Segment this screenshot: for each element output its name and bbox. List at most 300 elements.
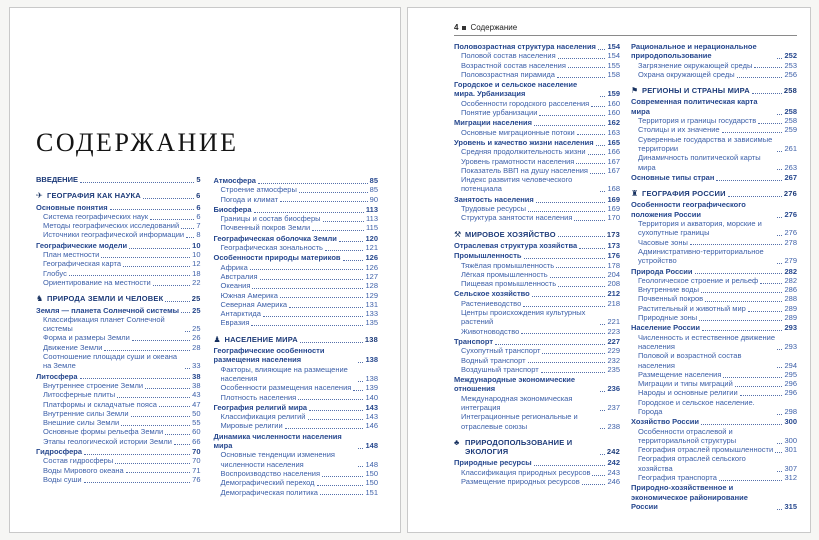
toc-entry-page: 173 [606,229,620,239]
toc-entry-label: Хозяйство России [631,417,699,427]
toc-entry [36,372,201,381]
dot-leader [579,248,605,249]
dot-leader [323,221,365,222]
dot-leader [777,509,782,510]
toc-entry-page: 295 [784,369,797,379]
toc-entry [631,267,797,276]
toc-entry [454,204,620,213]
toc-entry-page: 6 [196,211,201,221]
toc-entry-label: Мировые религии [220,421,283,431]
toc-entry-page: 121 [365,243,378,253]
toc-entry [36,203,201,212]
toc-entry [214,403,379,412]
toc-entry [214,263,379,272]
dot-leader [735,386,783,387]
dot-leader [740,395,783,396]
toc-entry-page: 60 [192,427,201,437]
toc-entry [631,398,797,417]
toc-entry [214,243,379,252]
dot-leader [251,325,363,326]
tree-icon: ♣ [454,437,460,447]
toc-entry-label: Показатель ВВП на душу населения [461,165,588,175]
toc-entry-label: ГЕОГРАФИЯ КАК НАУКА [47,191,141,201]
toc-entry-page: 289 [784,303,797,313]
toc-entry-label: Классификация природных ресурсов [461,467,591,477]
toc-entry-label: Население России [631,323,701,333]
toc-entry [454,70,620,79]
toc-entry-page: 208 [607,279,620,289]
toc-entry [454,118,620,127]
dot-leader [600,454,605,455]
toc-entry [454,458,620,467]
dot-leader [69,275,190,276]
toc-entry [631,97,797,116]
dot-leader [722,132,783,133]
toc-entry-page: 150 [365,478,378,488]
toc-entry-label: Трудовые ресурсы [461,204,526,214]
toc-entry-label: Строение атмосферы [220,185,297,195]
toc-entry-page: 148 [365,441,378,451]
toc-entry-label: Географические модели [36,240,128,250]
toc-entry-page: 85 [369,176,378,185]
toc-entry-page: 135 [365,318,378,328]
dot-leader [299,192,368,193]
dot-leader [495,344,605,345]
toc-entry-page: 113 [365,204,378,214]
right-page [407,7,811,533]
toc-entry-page: 43 [192,390,201,400]
toc-entry-label: Городское и сельское население мира. Урбанизация [454,80,578,99]
dot-leader [600,324,605,325]
toc-entry-page: 312 [784,473,797,483]
toc-entry-page: 258 [783,86,797,96]
toc-entry [36,333,201,342]
toc-entry-label: Миграции и типы миграций [638,379,733,389]
toc-entry-label: ГЕОГРАФИЯ РОССИИ [642,189,726,199]
toc-entry-page: 18 [192,268,201,278]
toc-entry [214,185,379,194]
toc-entry-label: Особенности географического положения России [631,200,746,219]
toc-entry [631,247,797,266]
toc-entry-label: Международные экономические отношения [454,375,576,394]
toc-entry [454,438,620,457]
toc-entry-page: 126 [365,262,378,272]
dot-leader [558,58,606,59]
toc-entry-page: 7 [196,221,201,231]
contents-title: СОДЕРЖАНИЕ [36,128,239,157]
toc-entry-label: География отраслей сельского хозяйства [638,454,746,473]
toc-entry-page: 128 [365,281,378,291]
toc-entry-label: Средняя продолжительность жизни [461,147,586,157]
dot-leader [728,196,782,197]
toc-entry-page: 258 [784,106,797,116]
toc-entry-label: Ориентирование на местности [43,277,151,287]
toc-entry-label: Антарктида [220,309,261,319]
toc-entry-page: 25 [191,294,201,304]
toc-entry [36,418,201,427]
toc-entry-page: 221 [607,317,620,327]
toc-entry-label: Демографический переход [220,478,315,488]
toc-entry-page: 276 [783,189,797,199]
toc-entry [36,427,201,436]
dot-leader [534,465,606,466]
dot-leader [129,248,190,249]
dot-leader [150,219,194,220]
toc-entry [631,285,797,294]
toc-entry [631,86,797,95]
toc-entry-label: Отраслевая структура хозяйства [454,240,578,250]
toc-entry [36,352,201,371]
toc-entry [454,108,620,117]
dot-leader [758,123,782,124]
toc-entry-page: 115 [366,223,378,233]
toc-entry [454,230,620,239]
dot-leader [110,209,195,210]
dot-leader [80,378,191,379]
toc-entry-page: 151 [365,487,378,497]
toc-entry-page: 288 [784,294,797,304]
toc-entry-label: Форма и размеры Земли [43,333,130,343]
toc-entry-label: Внешние силы Земли [43,418,120,428]
toc-entry [631,116,797,125]
toc-entry-label: Система географических наук [43,211,149,221]
dot-leader [104,350,190,351]
right-page-columns [454,41,797,511]
dot-leader [574,220,605,221]
toc-entry-label: Часовые зоны [638,237,688,247]
toc-entry-page: 160 [607,108,620,118]
toc-entry-label: Центры происхождения культурных растений [461,308,586,327]
dot-leader [558,236,605,237]
toc-entry [631,70,797,79]
toc-entry-page: 6 [196,191,201,201]
toc-entry-page: 253 [784,60,797,70]
toc-entry-label: Суверенные государства и зависимые территории [638,134,773,153]
toc-entry [631,323,797,332]
toc-entry [36,191,201,200]
dot-leader [322,476,363,477]
toc-entry-page: 293 [784,323,797,333]
toc-entry [214,176,379,185]
toc-entry-label: Географическая зональность [220,243,323,253]
toc-entry [36,294,201,303]
toc-entry-page: 282 [784,275,797,285]
toc-entry-page: 154 [607,42,620,51]
toc-entry-label: Динамика численности населения мира [213,431,342,451]
dot-leader [600,191,605,192]
dot-leader [592,475,605,476]
toc-entry-page: 298 [784,406,797,416]
toc-entry [36,466,201,475]
toc-entry-page: 307 [784,463,797,473]
toc-entry [631,189,797,198]
toc-entry [631,153,797,172]
dot-leader [760,283,782,284]
dot-leader [737,77,783,78]
dot-leader [358,448,363,449]
toc-entry [631,313,797,322]
running-head [454,23,797,32]
dot-leader [775,452,782,453]
toc-column-3 [454,41,620,511]
dot-leader [777,151,782,152]
dot-leader [716,180,782,181]
dot-leader [185,331,190,332]
toc-entry-label: Геологическое строение и рельеф [638,275,759,285]
plane-icon: ✈ [36,191,43,201]
dot-leader [539,115,605,116]
toc-entry-page: 315 [784,501,797,511]
toc-entry-page: 238 [607,421,620,431]
toc-entry [36,456,201,465]
toc-entry-page: 276 [784,228,797,238]
toc-entry [454,80,620,99]
toc-entry [631,125,797,134]
dot-leader [159,406,190,407]
toc-entry-label: Половозрастная структура населения [454,42,596,51]
toc-entry-page: 223 [607,326,620,336]
dot-leader [353,390,363,391]
dot-leader [358,466,363,467]
toc-entry [36,221,201,230]
toc-column-2 [214,175,379,497]
toc-entry-label: Атмосфера [213,176,256,185]
toc-entry-page: 133 [365,309,378,319]
toc-entry-page: 169 [607,204,620,214]
toc-entry-page: 154 [607,51,620,61]
dot-leader [126,472,190,473]
toc-entry-page: 242 [606,447,620,457]
dot-leader [600,96,605,97]
toc-entry-label: Природные зоны [638,313,698,323]
toc-entry-label: Южная Америка [220,290,278,300]
dot-leader [568,67,606,68]
dot-leader [181,228,194,229]
toc-entry [214,335,379,344]
toc-entry-label: Занятость населения [454,194,534,204]
toc-entry [631,61,797,70]
dot-leader [536,202,606,203]
toc-entry-label: Движение Земли [43,342,103,352]
toc-entry-label: Возрастной состав населения [461,60,566,70]
toc-entry-label: Демографическая политика [220,487,318,497]
toc-entry [454,61,620,70]
toc-entry [454,346,620,355]
toc-entry [36,212,201,221]
toc-entry-label: Загрязнение окружающей среды [638,60,753,70]
dot-leader [528,362,606,363]
toc-entry [454,241,620,250]
toc-entry-page: 236 [607,384,620,394]
toc-entry-label: Особенности отраслевой и территориальной структуры [638,426,737,445]
toc-entry [631,427,797,446]
toc-entry [454,356,620,365]
toc-entry-label: Численность и естественное движение населения [638,332,776,351]
toc-entry-page: 120 [365,233,378,243]
toc-entry-label: Внутреннее строение Земли [43,380,144,390]
toc-entry [214,469,379,478]
dot-leader [325,250,364,251]
dot-leader [777,414,782,415]
toc-entry-label: Миграции населения [454,118,533,128]
dot-leader [528,211,605,212]
toc-entry-page: 267 [784,172,797,182]
toc-entry-page: 10 [192,250,201,260]
toc-entry-page: 160 [607,98,620,108]
toc-entry [454,157,620,166]
toc-entry-label: Сельское хозяйство [454,289,530,299]
toc-entry-label: География транспорта [638,473,717,483]
toc-entry [454,195,620,204]
dot-leader [590,173,606,174]
toc-entry-page: 127 [365,271,378,281]
toc-entry-page: 168 [607,184,620,194]
toc-entry-label: Биосфера [213,204,252,214]
dot-leader [250,269,364,270]
toc-entry-page: 235 [607,364,620,374]
dot-leader [777,58,782,59]
toc-entry [36,241,201,250]
toc-entry-page: 163 [607,127,620,137]
dot-leader [339,241,364,242]
dot-leader [320,494,364,495]
toc-entry [454,147,620,156]
dot-leader [777,235,782,236]
toc-entry-label: Пищевая промышленность [461,279,557,289]
toc-entry [214,234,379,243]
toc-entry [36,315,201,334]
toc-entry [454,279,620,288]
toc-entry [214,412,379,421]
toc-entry-label: Народы и основные религии [638,388,738,398]
dot-leader [300,342,363,343]
toc-entry-page: 237 [607,402,620,412]
dot-leader [185,368,190,369]
toc-entry-label: Евразия [220,318,250,328]
toc-entry [214,205,379,214]
toc-entry-label: Австралия [220,271,258,281]
toc-entry-page: 293 [784,341,797,351]
toc-entry [214,432,379,451]
flag-icon: ⚑ [631,86,639,96]
toc-entry [36,447,201,456]
dot-leader [596,145,606,146]
dot-leader [309,410,363,411]
toc-entry-page: 6 [196,202,201,212]
toc-entry-page: 140 [365,392,378,402]
toc-entry-label: Плотность населения [220,392,297,402]
dot-leader [143,198,194,199]
toc-entry [631,276,797,285]
toc-entry-page: 25 [192,324,201,334]
dot-leader [600,410,605,411]
dot-leader [153,285,190,286]
toc-entry [631,388,797,397]
toc-entry-page: 212 [607,289,620,299]
toc-entry-label: Границы и состав биосферы [220,214,321,224]
dot-leader [254,212,364,213]
toc-entry-page: 218 [607,298,620,308]
dot-leader [690,244,783,245]
toc-entry-page: 38 [192,380,201,390]
toc-entry [36,343,201,352]
dot-leader [280,297,364,298]
toc-entry [631,454,797,473]
toc-entry-label: Половозрастная пирамида [461,69,555,79]
toc-entry-label: География отраслей промышленности [638,445,774,455]
dot-leader [701,424,783,425]
toc-entry-page: 162 [607,118,620,128]
dot-leader [754,67,782,68]
toc-entry-label: Административно-территориальное устройство [638,246,764,266]
toc-entry-label: Состав гидросферы [43,456,114,466]
toc-entry-page: 12 [192,259,201,269]
running-head-page-number: 4 [454,23,459,32]
toc-entry [631,445,797,454]
toc-entry-label: Транспорт [454,336,494,346]
toc-entry [454,394,620,413]
toc-entry-page: 301 [784,445,797,455]
dot-leader [558,286,605,287]
toc-entry [214,488,379,497]
toc-entry-page: 126 [365,253,378,263]
toc-entry [36,437,201,446]
toc-entry [36,381,201,390]
dot-leader [117,397,190,398]
toc-entry-label: Растениеводство [461,298,522,308]
toc-entry-label: Промышленность [454,251,522,261]
toc-entry-page: 296 [784,388,797,398]
toc-entry-page: 296 [784,379,797,389]
toc-entry-page: 169 [607,194,620,204]
toc-entry [454,337,620,346]
toc-entry-label: Основные типы стран [631,172,715,182]
toc-entry-page: 25 [192,305,201,315]
toc-entry-label: Этапы геологической истории Земли [43,436,172,446]
toc-entry-page: 176 [607,251,620,261]
toc-entry-label: ВВЕДЕНИЕ [36,175,78,184]
toc-entry [631,42,797,61]
toc-entry [454,138,620,147]
toc-entry-page: 28 [192,342,201,352]
dot-leader [123,266,190,267]
toc-entry-label: Динамичность политической карты мира [638,153,761,172]
toc-entry-label: Основные тенденции изменения численности населения [220,450,335,469]
toc-entry-label: ПРИРОДА ЗЕМЛИ И ЧЕЛОВЕК [47,294,164,304]
running-head-title: Содержание [470,23,518,32]
toc-entry-label: Погода и климат [220,194,279,204]
left-page [9,7,401,533]
dot-leader [263,316,364,317]
toc-entry-page: 55 [192,418,201,428]
toc-entry-page: 70 [192,447,201,457]
dot-leader [723,377,782,378]
toc-entry [36,475,201,484]
dot-leader [524,258,606,259]
dot-leader [702,330,782,331]
toc-entry-page: 131 [365,299,378,309]
toc-entry-label: План местности [43,250,100,260]
toc-entry [454,128,620,137]
dot-leader [777,169,782,170]
toc-entry-label: Основные миграционные потоки [461,127,575,137]
toc-entry [454,289,620,298]
toc-entry-page: 279 [784,256,797,266]
toc-entry-label: Интеграционные региональные и отраслевые союзы [461,412,578,431]
dot-leader [777,217,782,218]
toc-entry-page: 38 [192,371,201,381]
toc-entry [214,195,379,204]
